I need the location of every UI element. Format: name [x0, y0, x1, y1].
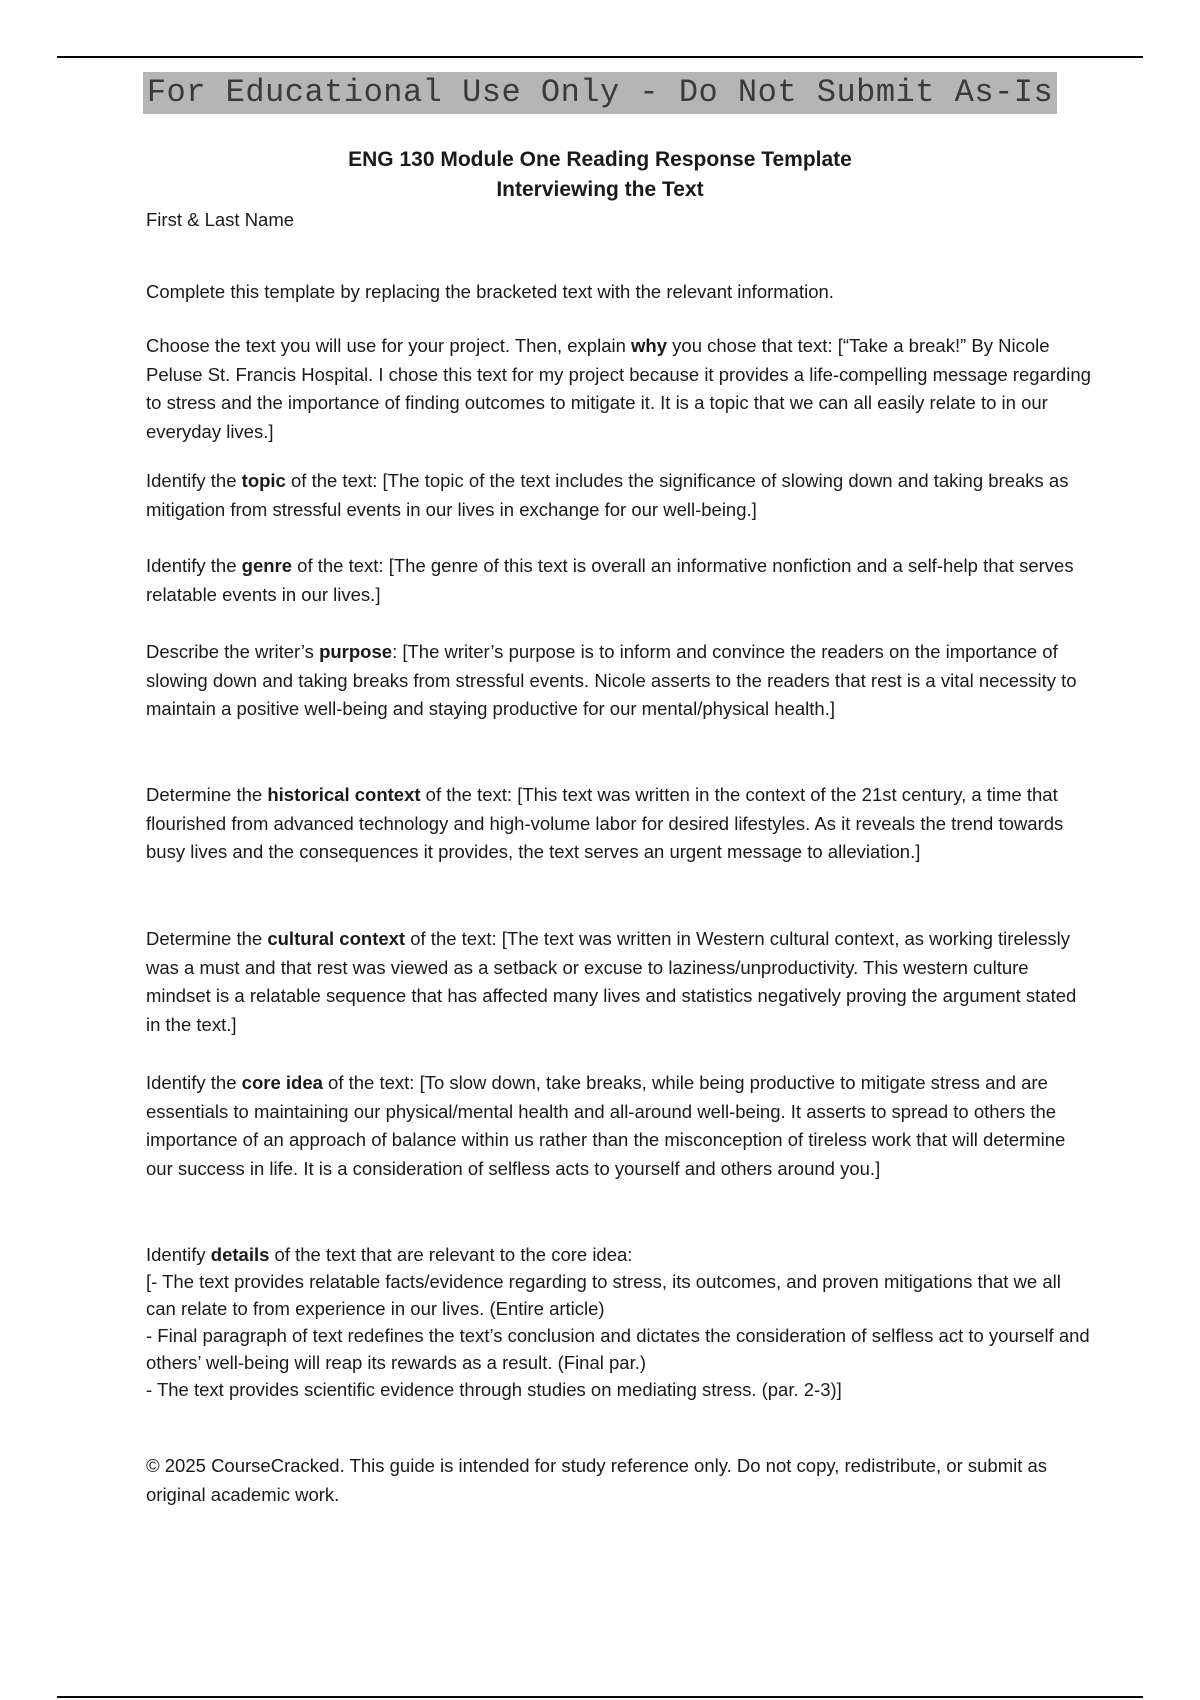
details-line: - The text provides scientific evidence through studies on mediating stress. (par. 2-3)] [146, 1379, 842, 1400]
section-answer: [The genre of this text is overall an informative nonfiction and a self-help that serves relatable events in our lives.] [146, 555, 1074, 605]
top-rule [57, 56, 1143, 58]
section-prompt-end: of the text: [420, 784, 518, 805]
section-keyword: why [631, 335, 668, 356]
watermark-banner-wrap [0, 72, 1200, 114]
instructions-text: Complete this template by replacing the bracketed text with the relevant information. [146, 281, 834, 302]
section-prompt: Identify the [146, 1072, 242, 1093]
watermark-banner: For Educational Use Only - Do Not Submit As-Is [143, 72, 1057, 114]
section-answer: [The text was written in Western cultural context, as working tirelessly was a must and that rest was viewed as a setback or excuse to laziness/unproductivity. This western culture mindset is a relatable sequence that has affected many lives and statistics negatively proving the argument stated in the text.] [146, 928, 1077, 1035]
section-prompt: Identify [146, 1244, 211, 1265]
name-label: First & Last Name [146, 209, 295, 230]
details-line: [- The text provides relatable facts/evidence regarding to stress, its outcomes, and proven mitigations that we all can relate to from experience in our lives. (Entire article) [146, 1271, 1061, 1319]
section-keyword: details [210, 1244, 270, 1265]
details-line: - Final paragraph of text redefines the text’s conclusion and dictates the consideration of selfless act to yourself and others’ well-being will reap its rewards as a result. (Final par.) [146, 1325, 1090, 1373]
copyright-footer [146, 1452, 1091, 1509]
section-paragraph [146, 925, 1091, 1039]
section-keyword: core idea [241, 1072, 323, 1093]
section-prompt: Determine the [146, 928, 268, 949]
section-topic [146, 467, 1091, 524]
section-paragraph [146, 467, 1091, 524]
section-paragraph [146, 1069, 1091, 1183]
section-genre [146, 552, 1091, 609]
copyright-text: © 2025 CourseCracked. This guide is intended for study reference only. Do not copy, redistribute, or submit as original academic work. [146, 1455, 1048, 1505]
section-prompt-end: of the text that are relevant to the core idea: [269, 1244, 633, 1265]
section-prompt-end: of the text: [285, 470, 383, 491]
section-prompt-end: of the text: [405, 928, 502, 949]
section-keyword: genre [241, 555, 293, 576]
section-prompt-end: of the text: [292, 555, 389, 576]
section-purpose [146, 638, 1091, 724]
section-details [146, 1241, 1091, 1403]
section-why [146, 332, 1091, 446]
section-paragraph [146, 781, 1091, 867]
document-title: ENG 130 Module One Reading Response Template [348, 148, 852, 171]
section-core-idea [146, 1069, 1091, 1183]
section-keyword: historical context [267, 784, 421, 805]
details-heading [146, 1241, 1091, 1268]
section-answer: [The writer’s purpose is to inform and convince the readers on the importance of slowing down and taking breaks from stressful events. Nicole asserts to the readers that rest is a vital necessity to maintain a positive well-being and staying productive for our mental/physical health.] [146, 641, 1077, 719]
section-prompt-end: of the text: [322, 1072, 420, 1093]
section-answer: [To slow down, take breaks, while being productive to mitigate stress and are essentials to maintaining our physical/mental health and all-around well-being. It asserts to spread to others the importance of an approach of balance within us rather than the misconception of tireless work that will determine our success in life. It is a consideration of selfless acts to yourself and others around you.] [146, 1072, 1066, 1179]
instructions [146, 278, 1091, 307]
section-paragraph [146, 638, 1091, 724]
section-prompt: Identify the [146, 470, 242, 491]
section-answer: [This text was written in the context of the 21st century, a time that flourished from advanced technology and high-volume labor for desired lifestyles. As it reveals the trend towards busy lives and the consequences it provides, the text serves an urgent message to alleviation.] [146, 784, 1064, 862]
section-cultural-context [146, 925, 1091, 1039]
section-prompt-end: : [392, 641, 403, 662]
section-keyword: cultural context [267, 928, 406, 949]
section-prompt: Describe the writer’s [146, 641, 320, 662]
section-keyword: purpose [319, 641, 393, 662]
section-prompt-end: you chose that text: [667, 335, 838, 356]
section-paragraph [146, 552, 1091, 609]
section-answer: [The topic of the text includes the significance of slowing down and taking breaks as mitigation from stressful events in our lives in exchange for our well-being.] [146, 470, 1069, 520]
bottom-rule [57, 1696, 1143, 1698]
section-answer: [“Take a break!” By Nicole Peluse St. Francis Hospital. I chose this text for my project because it provides a life-compelling message regarding to stress and the importance of finding outcomes to mitigate it. It is a topic that we can all easily relate to in our everyday lives.] [146, 335, 1091, 442]
section-keyword: topic [241, 470, 286, 491]
section-prompt: Determine the [146, 784, 268, 805]
section-prompt: Choose the text you will use for your project. Then, explain [146, 335, 632, 356]
document-subtitle: Interviewing the Text [496, 178, 704, 201]
section-prompt: Identify the [146, 555, 242, 576]
section-historical-context [146, 781, 1091, 867]
section-paragraph [146, 332, 1091, 446]
